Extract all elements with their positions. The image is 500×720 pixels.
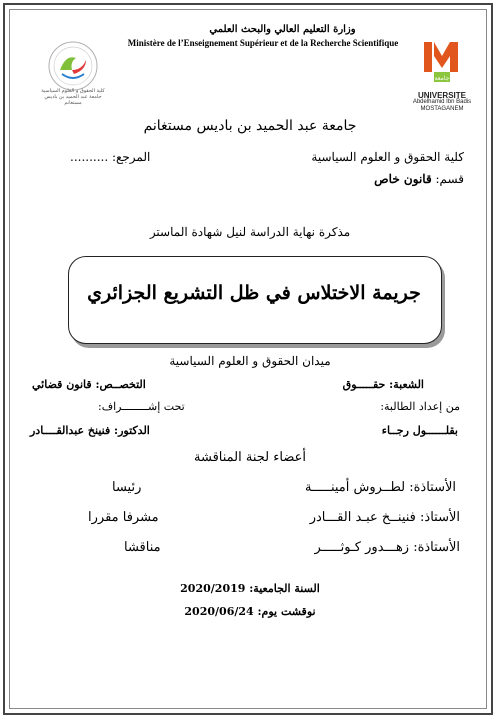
university-logo-name: Abdelhamid Ibn Badis [412,99,472,105]
faculty-logo [42,40,104,118]
committee-member-name: الأستاذة: لطــروش أمينـــــة [304,480,456,495]
committee-member-name: الأستاذة: زهـــدور كـوثـــــر [314,540,460,555]
defense-date: نوقشت يوم: 2020/06/24 [184,605,316,618]
committee-title: أعضاء لجنة المناقشة [194,450,306,465]
university-logo-caption [392,92,492,113]
university-logo-city: MOSTAGANEM [420,106,464,112]
specialty: التخصــص: قانون قضائي [32,378,146,391]
faculty-name: كلية الحقوق و العلوم السياسية [311,150,464,164]
faculty-logo-caption: كلية الحقوق و العلوم السياسية جامعة عبد الحميد بن باديس مستغانم [41,88,105,106]
department-label: قسم: [435,172,464,186]
department [374,172,464,186]
university-logo-label: UNIVERSITE [417,91,466,100]
supervisor-name: الدكتور: فنينخ عبدالقــــادر [30,424,150,437]
prepared-by-label: من إعداد الطالبة: [380,400,460,413]
ministry-arabic: وزارة التعليم العالي والبحث العلمي [209,24,356,35]
academic-year: السنة الجامعية: 2020/2019 [180,582,320,595]
committee-member-name: الأستاذ: فنينــخ عبـد القـــادر [309,510,460,525]
committee-member-role: رئيسا [112,480,142,495]
student-name: بقلــــــول رجــاء [381,424,458,437]
committee-member-role: مناقشا [124,540,161,555]
committee-member-role: مشرفا مقررا [88,510,159,525]
university-logo-arabic: جامعة [434,75,450,82]
ministry-french: Ministère de l’Enseignement Supérieur et de la Recherche Scientifique [127,38,399,48]
branch: الشعبة: حقـــــوق [342,378,424,391]
thesis-title: جريمة الاختلاس في ظل التشريع الجزائري [87,282,421,304]
university-logo [418,38,466,98]
department-value: قانون خاص [374,172,432,186]
memo-type: مذكرة نهاية الدراسة لنيل شهادة الماستر [149,225,351,239]
university-name: جامعة عبد الحميد بن باديس مستغانم [143,118,357,134]
field-domain: ميدان الحقوق و العلوم السياسية [169,354,331,368]
supervision-label: تحت إشــــــــراف: [98,400,185,413]
reference-field: المرجع: .......... [70,150,151,164]
